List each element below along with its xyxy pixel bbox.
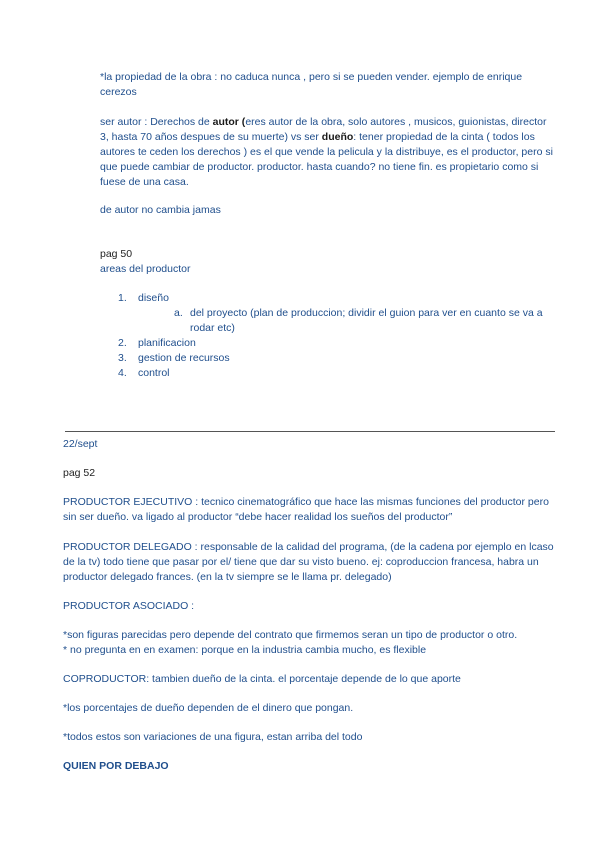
- figuras-line-1: *son figuras parecidas pero depende del contrato que firmemos seran un tipo de productor o otro.: [63, 629, 518, 641]
- list-label: control: [138, 367, 170, 379]
- list-item: [118, 336, 558, 351]
- paragraph-productor-asociado: PRODUCTOR ASOCIADO :: [63, 600, 195, 612]
- list-item: [118, 291, 558, 336]
- paragraph-propiedad: *la propiedad de la obra : no caduca nunca , pero si se pueden vender. ejemplo de enrique cerezos: [100, 71, 523, 98]
- paragraph-productor-delegado: PRODUCTOR DELEGADO : responsable de la calidad del programa, (de la cadena por ejemplo en lcaso de la tv) todo tiene que pasar por el/ tiene que dar su visto bueno. ej: coproduccion francesa, habra un productor delegado frances. (en la tv siempre se le llama pr. delegado): [63, 541, 554, 583]
- page-ref-50: pag 50: [100, 248, 133, 260]
- paragraph-figuras: [63, 628, 563, 658]
- list-number: 2.: [118, 337, 127, 349]
- figuras-line-2: * no pregunta en en examen: porque en la industria cambia mucho, es flexible: [63, 644, 427, 656]
- list-item: [118, 351, 558, 366]
- list-label: planificacion: [138, 337, 196, 349]
- sub-list-label: del proyecto (plan de produccion; dividir el guion para ver en cuanto se va a rodar etc): [190, 307, 543, 334]
- page-ref-52: pag 52: [63, 467, 96, 479]
- list-number: 1.: [118, 292, 127, 304]
- paragraph-autor-dueno: [100, 115, 556, 190]
- text-segment: : tener propiedad de la cinta ( todos los autores te ceden los derechos ) es el que vende la pelicula y la distribuye, es el productor, pero si que puede cambiar de productor. productor. hasta cuando? no tiene fin. es propietario como si fuese de una casa.: [100, 131, 553, 188]
- text-segment: ser autor : Derechos de: [100, 116, 213, 128]
- paragraph-productor-ejecutivo: PRODUCTOR EJECUTIVO : tecnico cinematográfico que hace las mismas funciones del productor pero sin ser dueño. va ligado al productor “debe hacer realidad los sueños del productor”: [63, 496, 549, 523]
- areas-list: [118, 291, 558, 381]
- horizontal-divider: [65, 431, 555, 432]
- sub-list-item: [174, 306, 558, 336]
- sub-list-letter: a.: [174, 307, 183, 319]
- list-label: diseño: [138, 292, 169, 304]
- list-item: [118, 366, 558, 381]
- date-label: 22/sept: [63, 438, 98, 450]
- paragraph-porcentajes: *los porcentajes de dueño dependen de el dinero que pongan.: [63, 702, 354, 714]
- areas-heading: areas del productor: [100, 263, 191, 275]
- paragraph-variaciones: *todos estos son variaciones de una figura, estan arriba del todo: [63, 731, 363, 743]
- bold-dueno: dueño: [321, 131, 354, 143]
- bold-autor: autor (: [212, 116, 246, 128]
- paragraph-no-cambia: de autor no cambia jamas: [100, 204, 221, 216]
- list-number: 4.: [118, 367, 127, 379]
- heading-quien-por-debajo: QUIEN POR DEBAJO: [63, 760, 169, 772]
- paragraph-coproductor: COPRODUCTOR: tambien dueño de la cinta. el porcentaje depende de lo que aporte: [63, 673, 461, 685]
- text-segment: eres autor de la obra, solo autores , musicos, guionistas, director 3, hasta 70 años despues de su muerte) vs ser: [100, 116, 547, 143]
- list-number: 3.: [118, 352, 127, 364]
- list-label: gestion de recursos: [138, 352, 230, 364]
- sub-list: [138, 306, 558, 336]
